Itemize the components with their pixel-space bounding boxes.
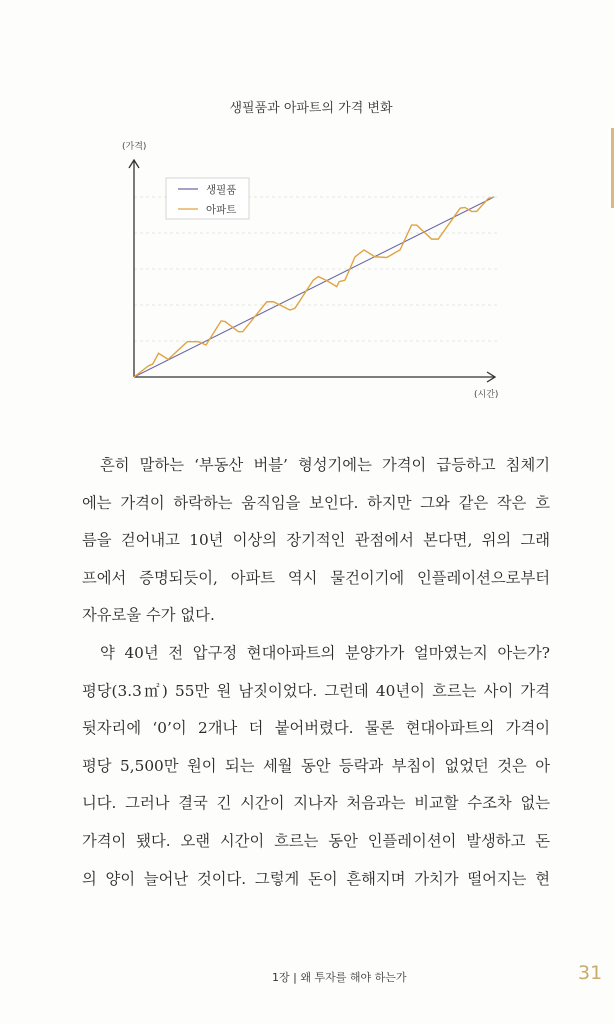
text-line: 평당(3.3㎡) 55만 원 남짓이었다. 그런데 40년이 흐르는 사이 가격 (82, 681, 550, 700)
text-line: 가격이 됐다. 오랜 시간이 흐르는 동안 인플레이션이 발생하고 돈 (82, 831, 550, 850)
running-footer: 1장 | 왜 투자를 해야 하는가 (272, 971, 407, 984)
price-chart (0, 130, 614, 410)
text-line: 에는 가격이 하락하는 움직임을 보인다. 하지만 그와 같은 작은 흐 (82, 493, 550, 512)
text-line: 뒷자리에 ‘0’이 2개나 더 붙어버렸다. 물론 현대아파트의 가격이 (82, 719, 550, 738)
text-line: 흔히 말하는 ‘부동산 버블’ 형성기에는 가격이 급등하고 침체기 (100, 456, 550, 474)
series-line-daily-goods (134, 197, 494, 377)
legend-label-apartment: 아파트 (206, 204, 237, 216)
text-line: 의 양이 늘어난 것이다. 그렇게 돈이 흔해지며 가치가 떨어지는 현 (82, 869, 550, 888)
text-line: 약 40년 전 압구정 현대아파트의 분양가가 얼마였는지 아는가? (100, 643, 550, 662)
text-line: 니다. 그러나 결국 긴 시간이 지나자 처음과는 비교할 수조차 없는 (82, 794, 550, 813)
text-line: 프에서 증명되듯이, 아파트 역시 물건이기에 인플레이션으로부터 (82, 568, 550, 587)
page-number: 31 (578, 962, 603, 984)
text-line: 자유로울 수가 없다. (82, 606, 215, 625)
legend-label-daily-goods: 생필품 (206, 184, 237, 196)
legend (166, 178, 249, 219)
y-axis-label: (가격) (122, 142, 147, 152)
figure-title: 생필품과 아파트의 가격 변화 (229, 101, 393, 116)
x-axis-label: (시간) (474, 390, 499, 400)
text-line: 평당 5,500만 원이 되는 세월 동안 등락과 부침이 없었던 것은 아 (82, 756, 550, 775)
text-line: 름을 걷어내고 10년 이상의 장기적인 관점에서 본다면, 위의 그래 (82, 531, 550, 550)
body-text (82, 447, 550, 898)
